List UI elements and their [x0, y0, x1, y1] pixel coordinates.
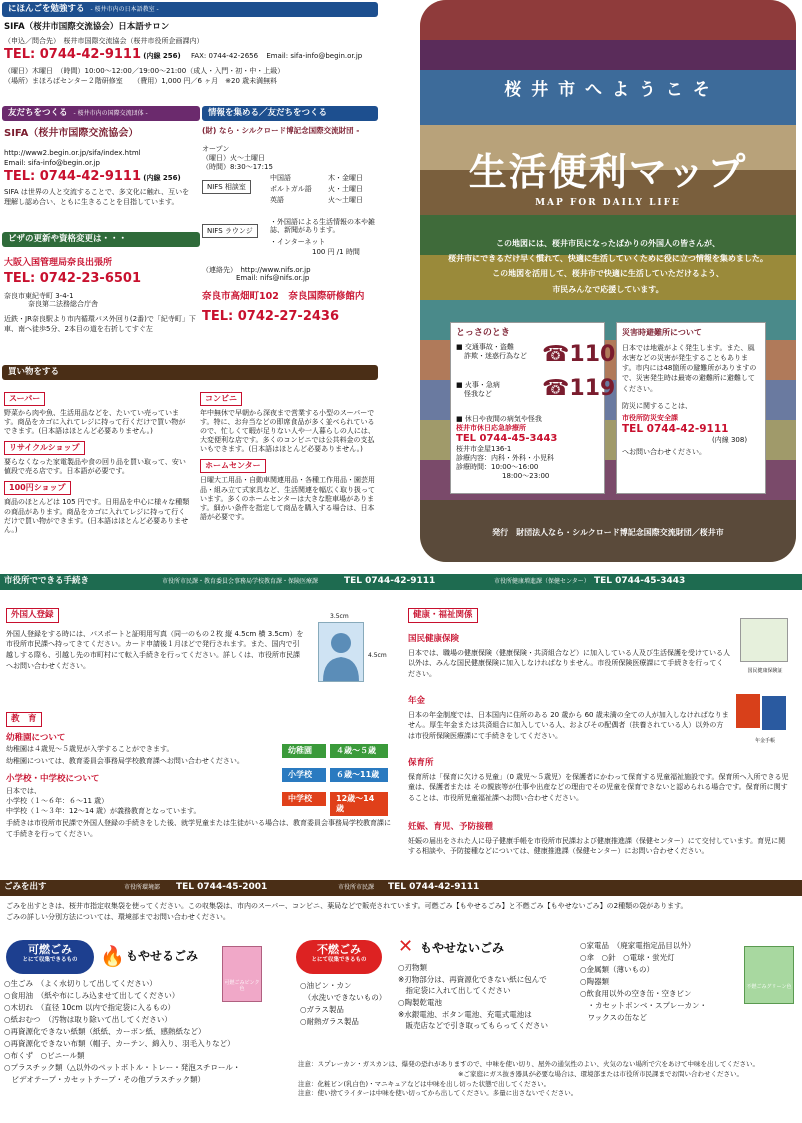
learn-place: （場所）まほろばセンター２階研修室 （費用）1,000 円／6 ヶ月 ※20 歳未満無料: [4, 77, 278, 86]
foreign-registration: 外国人登録 外国人登録をする時には、パスポートと証明用写真（同一のもの２枚 縦 4.5cm 横 3.5cm）を市役所市民課へ持ってきてください。カード申請後１月ほどで発行されます。また、国内で引越しする際も、引越し先の市町村にて転入手続きを行ってください。詳しくは、市役所市民課へお問い合わせください。: [6, 610, 304, 671]
pregnancy: 妊娠、育児、予防接種 妊娠の届出をされた人に母子健康手帳を市役所市民課および健康推進課（保健センター）にて交付しています。育児に関する相談や、予防接種などについては、健康推進課（保健センター）にお問い合わせください。: [408, 822, 786, 856]
learn-org: SIFA（桜井市国際交流協会）日本語サロン: [4, 22, 170, 32]
nifs-lounge-label: NIFS ラウンジ: [202, 224, 258, 239]
section-header-city: 市役所でできる手続き 市役所市民課・教育委員会事務局学校教育課・保険医療課 TEL 0744-42-9111 市役所健康増進課（保健センター） TEL 0744-45-3443: [0, 574, 802, 590]
health-section: 健康・福祉関係: [408, 608, 798, 623]
section-header-visa: ビザの更新や資格変更は・・・: [2, 232, 200, 247]
burnable-badge: 可燃ごみ とにて収集できるもの: [6, 940, 94, 974]
fire-icon: 🔥: [100, 944, 125, 968]
health-insurance: 国民健康保険 日本では、職場の健康保険（健康保険・共済組合など）に加入している人及び生活保護を受けている人以外は、みんな国民健康保険に加入しなければなりません。市役所保険医療課にて手続きを行ってください。: [408, 634, 730, 678]
visa-tel: TEL: 0742-23-6501: [4, 271, 142, 287]
learn-section: SIFA（桜井市国際交流協会）日本語サロン （申込／問合先） 桜井市国際交流協会（桜井市役所企画課内） TEL: 0744-42-9111 (内線 256) FAX: 0744-42-2656 Email: sifa-info@begin.or.jp （曜日）木曜日 （時間）10:00～12:00／19:00～21:00（成人・入門・初・中・上級） （場所）まほろばセンター２階研修室 （費用）1,000 円／6 ヶ月 ※20 歳未満無料: [4, 22, 380, 86]
nursery: 保育所 保育所は「保育に欠ける児童」（0 歳児～５歳児）を保護者にかわって保育する児童福祉施設です。保育所へ入所できる児童は、保護者または その親族等が仕事や出産などの理由でその児童を保育できないと認められる場合です。保育所に関することは、市役所児童福祉課へお問い合わせください。: [408, 758, 789, 802]
junior-high-label: 中学校: [282, 792, 326, 806]
section-header-info: 情報を集める／友だちをつくる: [202, 106, 378, 121]
cover-intro: この地図には、桜井市民になったばかりの外国人の皆さんが、 桜井市にできるだけ早く慣れて、快適に生活していくために役に立つ情報を集めました。 この地図を活用して、桜井市で快適に生活していただけるよう、 市民みんなで応援しています。: [448, 239, 768, 294]
learn-tel: TEL: 0744-42-9111: [4, 47, 142, 63]
garbage-intro: ごみを出すときは、桜井市指定収集袋を使ってください。この収集袋は、市内のスーパー、コンビニ、薬局などで販売されています。可燃ごみ【もやせるごみ】と不燃ごみ【もやせないごみ】の2種類の袋があります。 ごみの詳しい分別方法については、環境部までお問い合わせください。: [6, 902, 688, 922]
burnable-list: ○生ごみ （よく水切りして出してください） ○食用油 （紙や布にしみ込ませて出してください） ○木切れ （直径 10cm 以内で指定袋に入るもの） ○紙おむつ （汚物は取り除いて出してください） ○再資源化できない紙類（紙紙、カーボン紙、感熱紙など） ○再資源化できない布類（帽子、カーテン、綿入り、羽毛入りなど） ○布くず ○ビニール類 ○プラスチック類（△以外のペットボトル・トレー・発泡スチロール・ ビデオテープ・カセットテープ・その他プラスチック類）: [4, 979, 241, 1084]
friends-org: SIFA（桜井市国際交流協会）: [4, 128, 139, 139]
emergency-card: とっさのとき ■ 交通事故・盗難 詐欺・迷惑行為など ☎110 ■ 火事・急病 怪我など ☎119 ■ 休日や夜間の病気や怪我 桜井市休日応急診療所 TEL 0744-45-3443 桜井市金屋136-1 診療内容：内科・外科・小児科 診療時間：10:00～16:00 18:00～23:00: [450, 322, 605, 494]
garbage-notes: 注意：スプレーカン・ガスカンは、爆発の恐れがありますので、中味を使い切り、屋外の通気性のよい、火気のない場所で穴をあけて中味を出してください。 ※ご家庭にガス抜き器具が必要な場合は、環境部または市役所市民課までお問い合わせください。 注意：化粧ビン(乳白色)・マニキュアなどは中味を出し切った状態で出してください。 注意：使い捨てライターは中味を使い切ってから出してください。多量に出さないでください。: [298, 1060, 759, 1098]
shop-conv-title: コンビニ: [200, 392, 242, 406]
nifs-consult-label: NIFS 相談室: [202, 180, 251, 195]
person-icon: [319, 623, 363, 681]
burnable-bag-image: 可燃ごみピンク色: [222, 946, 262, 1002]
cover-publisher: 発行 財団法人なら・シルクロード博記念国際交流財団／桜井市: [492, 528, 724, 537]
shop-right: コンビニ 年中無休で早朝から深夜まで営業する小型のスーパーです。特に、お弁当などの即席食品が多く並べられているので、忙しくて暇が足りない人や一人暮らしの人には、大変便利な店です。多くのコンビニでは公共料金の支払いもできます。(日本語はほとんど必要ありません。) ホームセンター 日曜大工用品・自動車関連用品・各種工作用品・園芸用品・組み立て式家具など、生活関連を幅広く取り扱っています。多くのホームセンターは大きな駐車場があります。細かい条件を指定して商品を購入する場合は、日本語が必要です。: [200, 394, 375, 521]
nonburnable-title: もやせないごみ: [420, 941, 505, 955]
police-number: ☎110: [542, 342, 616, 368]
no-fire-icon: ✕: [398, 936, 414, 957]
learn-day: （曜日）木曜日 （時間）10:00～12:00／19:00～21:00（成人・入門・初・中・上級）: [4, 66, 285, 75]
cover-welcome: 桜 井 市 へ よ う こ そ: [504, 80, 712, 100]
section-header-friends: 友だちをつくる - 桜井市内の国際交流団体 -: [2, 106, 200, 121]
section-header-garbage: ごみを出す 市役所環境部 TEL 0744-45-2001 市役所市民課 TEL 0744-42-9111: [0, 880, 802, 896]
shop-recycle-title: リサイクルショップ: [4, 441, 85, 455]
burnable-title: もやせるごみ: [126, 949, 199, 963]
pension-book-blue: [762, 696, 786, 730]
disaster-card: 災害時避難所について 日本では地震がよく発生します。また、風水害などの災害が発生することもあります。市内には48箇所の避難所がありますので、災害発生時は最寄の避難所に避難してください。 防災に関することは、 市役所防災安全課 TEL 0744-42-9111 (内線 308) へお問い合わせください。: [616, 322, 766, 494]
map-cover: [420, 0, 796, 562]
nonburnable-list-c: ○家電品 （廃家電指定品目以外） ○傘 ○針 ○電球・蛍光灯 ○金属類（薄いもの） ○陶器類 ○飲食用以外の空き缶・空きビン ・カセットボンベ・スプレーカン・ ワックスの缶など: [580, 941, 708, 1022]
nonburnable-list-b: ○刃物類 ※刃物部分は、再資源化できない紙に包んで 指定袋に入れて出してください ○陶製乾電池 ※水銀電池、ボタン電池、充電式電池は 販売店などで引き取ってもらってください: [398, 963, 548, 1031]
education-section: 教 育 幼稚園について 幼稚園は４歳児～５歳児が入学することができます。 幼稚園については、教育委員会事務局学校教育課へお問い合わせください。 小学校・中学校について 日本では、 小学校（１～６年：６～11 歳） 中学校（１～３年：12～14 歳）が義務教育となっています。 手続きは市役所市民課で外国人登録の手続きをした後、就学児童または生徒がいる場合は、教育委員会事務局学校教育課にて手続きを行ってください。: [6, 714, 391, 838]
nonburnable-badge: 不燃ごみ とにて収集できるもの: [296, 940, 382, 974]
insurance-card-image: [740, 618, 788, 662]
cover-title: 生活便利マップ: [468, 149, 748, 194]
pension-book-orange: [736, 694, 760, 728]
info-address: 奈良市高畑町102 奈良国際研修館内: [202, 291, 365, 303]
pension: 年金 日本の年金制度では、日本国内に住所のある 20 歳から 60 歳未満の全ての人が加入しなければなりません。厚生年金または共済組合に加入している人、およびその配偶者（扶養されている人）以外の方は市役所保険医療課にて手続きをしてください。: [408, 696, 729, 740]
shop-left: スーパー 野菜から肉や魚、生活用品などを、たいてい売っています。商品をカゴに入れてレジに持って行くだけで買い物ができます。(日本語はほとんど必要ありません。) リサイクルショップ 要らなくなった家電製品や食の回り品を買い取って、安い値段で売る店です。日本語が必要です。 100円ショップ 商品のほとんどは 105 円です。日用品を中心に様々な種類の商品があります。商品をカゴに入れてレジに持って行くだけで買い物ができます。(日本語はほとんど必要ありません。): [4, 394, 190, 534]
fire-number: ☎119: [542, 376, 616, 402]
section-header-shop: 買い物をする: [2, 365, 378, 380]
friends-tel: TEL: 0744-42-9111: [4, 169, 142, 184]
section-header-learn: にほんごを勉強する - 桜井市内の日本語教室 -: [2, 2, 378, 17]
elementary-label: 小学校: [282, 768, 326, 782]
learn-contact: （申込／問合先） 桜井市国際交流協会（桜井市役所企画課内）: [4, 36, 204, 45]
info-tel: TEL: 0742-27-2436: [202, 309, 340, 324]
shop-super-title: スーパー: [4, 392, 45, 406]
visa-section: 大阪入国管理局奈良出張所 TEL: 0742-23-6501 奈良市東紀寺町 3-4-1 奈良第二法務総合庁舎 近鉄・JR奈良駅より市内循環バス外回り(2番)で「紀寺町」下車、南へ徒歩5分、2本目の道を右折してすぐ左: [4, 258, 196, 334]
shop-home-title: ホームセンター: [200, 459, 266, 473]
cover-subtitle: MAP FOR DAILY LIFE: [535, 198, 681, 208]
friends-section: SIFA（桜井市国際交流協会） http://www2.begin.or.jp/sifa/index.html Email: sifa-info@begin.or.jp TEL: 0744-42-9111 (内線 256) SIFA は世界の人と交流することで、多文化に触れ、互いを理解し認め合い、ともに生きることを目指しています。: [4, 128, 196, 208]
nonburnable-bag-image: 不燃ごみグリーン色: [744, 946, 794, 1004]
kindergarten-label: 幼稚園: [282, 744, 326, 758]
info-section: (財) なら・シルクロード博記念国際交流財団 - オープン （曜日）火～土曜日 （時間）8:30～17:15 NIFS 相談室 中国語 木・金曜日 ポルトガル語 火・土曜日 英語 火～土曜日 NIFS ラウンジ ・外国語による生活情報の本や雑誌、新聞があります。 ・インターネット 100 円 /1 時間 （連絡先） http://www.nifs.or.jp Email: nifs@nifs.or.jp 奈良市高畑町102 奈良国際研修館内 TEL: 0742-27-2436: [202, 126, 380, 325]
shop-100yen-title: 100円ショップ: [4, 481, 71, 495]
nonburnable-list-a: ○油ビン・カン （水洗いできないもの） ○ガラス製品 ○耐熱ガラス製品: [300, 981, 387, 1026]
photo-size-sample: [318, 622, 364, 682]
